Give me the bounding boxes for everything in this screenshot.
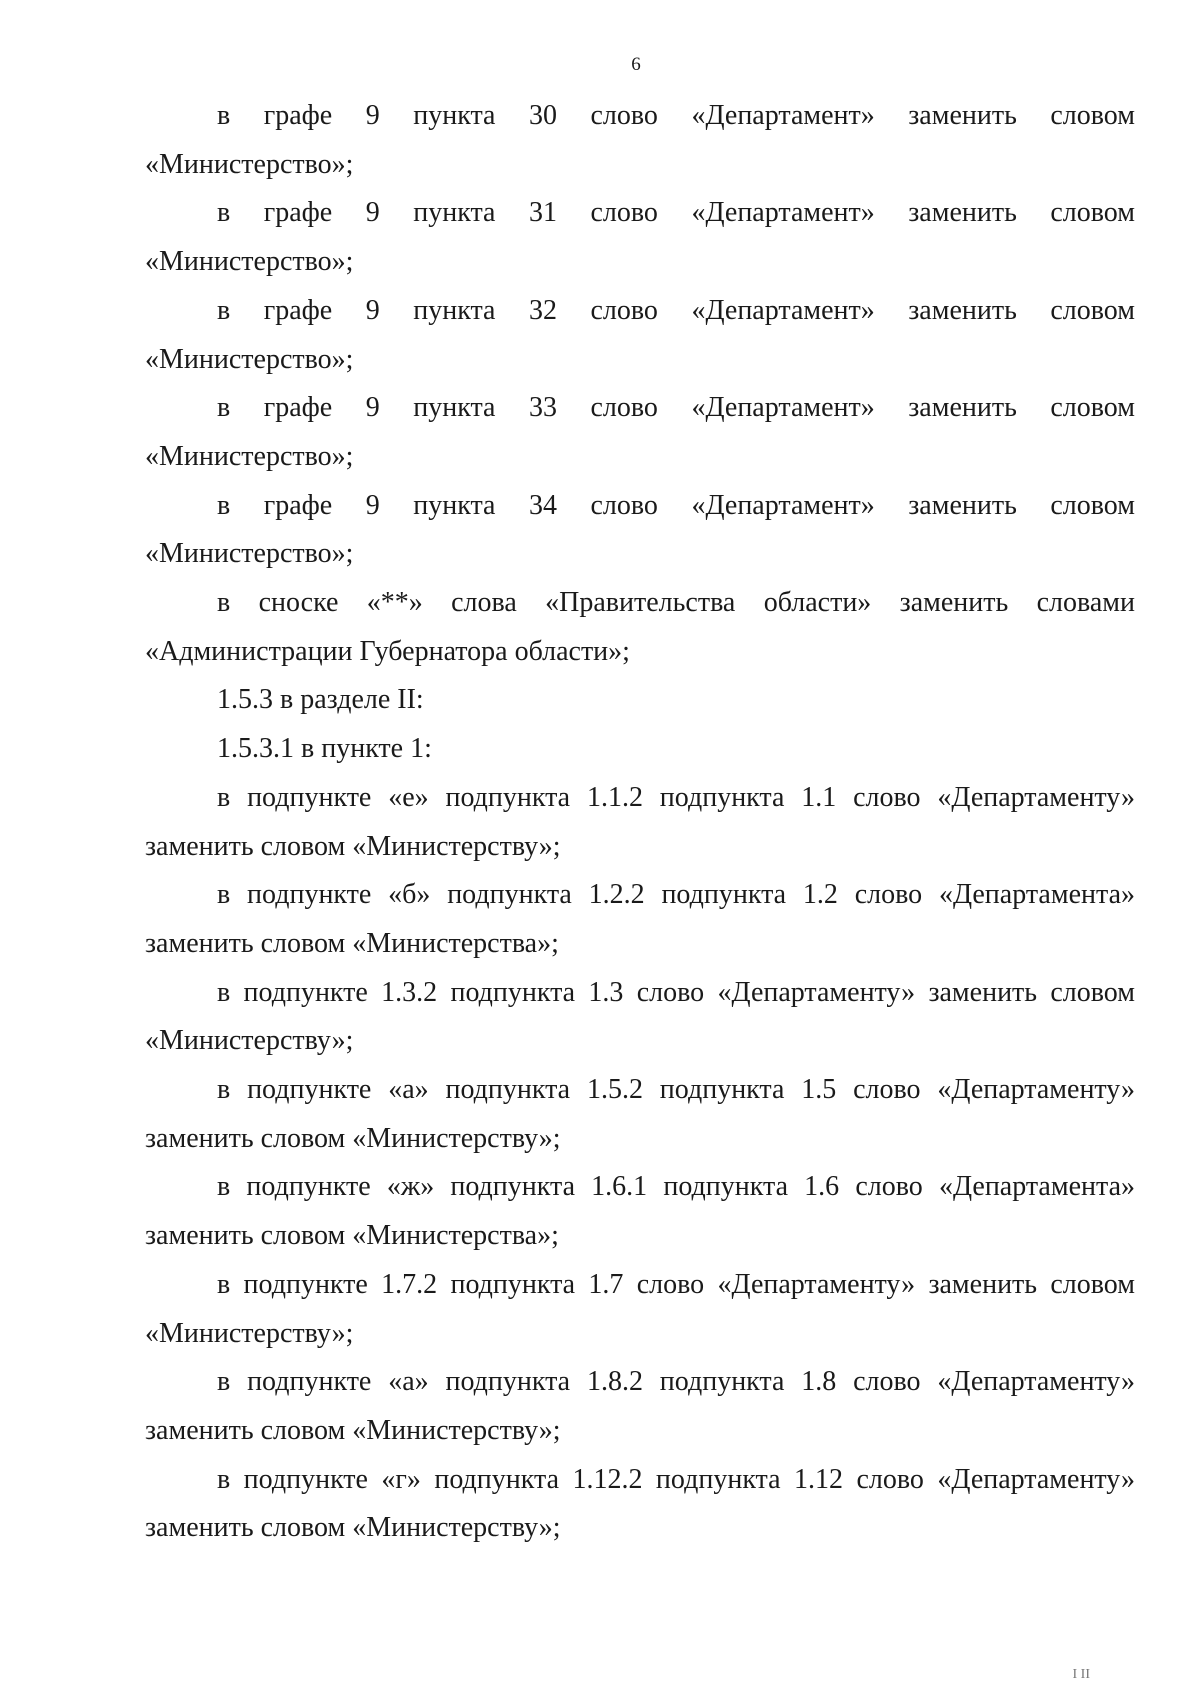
- paragraph: в графе 9 пункта 30 слово «Департамент» заменить словом «Министерство»;: [145, 100, 1135, 180]
- paragraph: в подпункте 1.3.2 подпункта 1.3 слово «Департаменту» заменить словом «Министерству»;: [145, 976, 1135, 1057]
- paragraph: в подпункте «ж» подпункта 1.6.1 подпункта 1.6 слово «Департамента» заменить словом «Министерства»;: [145, 1171, 1135, 1252]
- section-heading: 1.5.3 в разделе II:: [217, 684, 424, 716]
- paragraph: в графе 9 пункта 33 слово «Департамент» заменить словом «Министерство»;: [145, 392, 1135, 472]
- paragraph: в графе 9 пункта 34 слово «Департамент» заменить словом «Министерство»;: [145, 489, 1135, 570]
- paragraph: в подпункте 1.7.2 подпункта 1.7 слово «Департаменту» заменить словом «Министерству»;: [145, 1268, 1135, 1349]
- paragraph: в графе 9 пункта 32 слово «Департамент» заменить словом «Министерство»;: [145, 294, 1135, 375]
- corner-mark: I II: [1072, 1667, 1090, 1682]
- paragraph: в сноске «**» слова «Правительства области» заменить словами «Администрации Губернатора области»;: [145, 587, 1135, 667]
- paragraph: в подпункте «г» подпункта 1.12.2 подпункта 1.12 слово «Департаменту» заменить словом «Министерству»;: [145, 1463, 1135, 1544]
- paragraph: в подпункте «а» подпункта 1.5.2 подпункта 1.5 слово «Департаменту» заменить словом «Министерству»;: [145, 1074, 1135, 1154]
- paragraph: в подпункте «е» подпункта 1.1.2 подпункта 1.1 слово «Департаменту» заменить словом «Министерству»;: [145, 781, 1135, 862]
- paragraph: в подпункте «б» подпункта 1.2.2 подпункта 1.2 слово «Департамента» заменить словом «Министерства»;: [145, 879, 1135, 959]
- document-body: [145, 92, 1135, 1553]
- paragraph: в графе 9 пункта 31 слово «Департамент» заменить словом «Министерство»;: [145, 197, 1135, 278]
- page-number: 6: [631, 54, 641, 75]
- subsection-heading: 1.5.3.1 в пункте 1:: [217, 733, 432, 765]
- paragraph: в подпункте «а» подпункта 1.8.2 подпункта 1.8 слово «Департаменту» заменить словом «Министерству»;: [145, 1366, 1135, 1446]
